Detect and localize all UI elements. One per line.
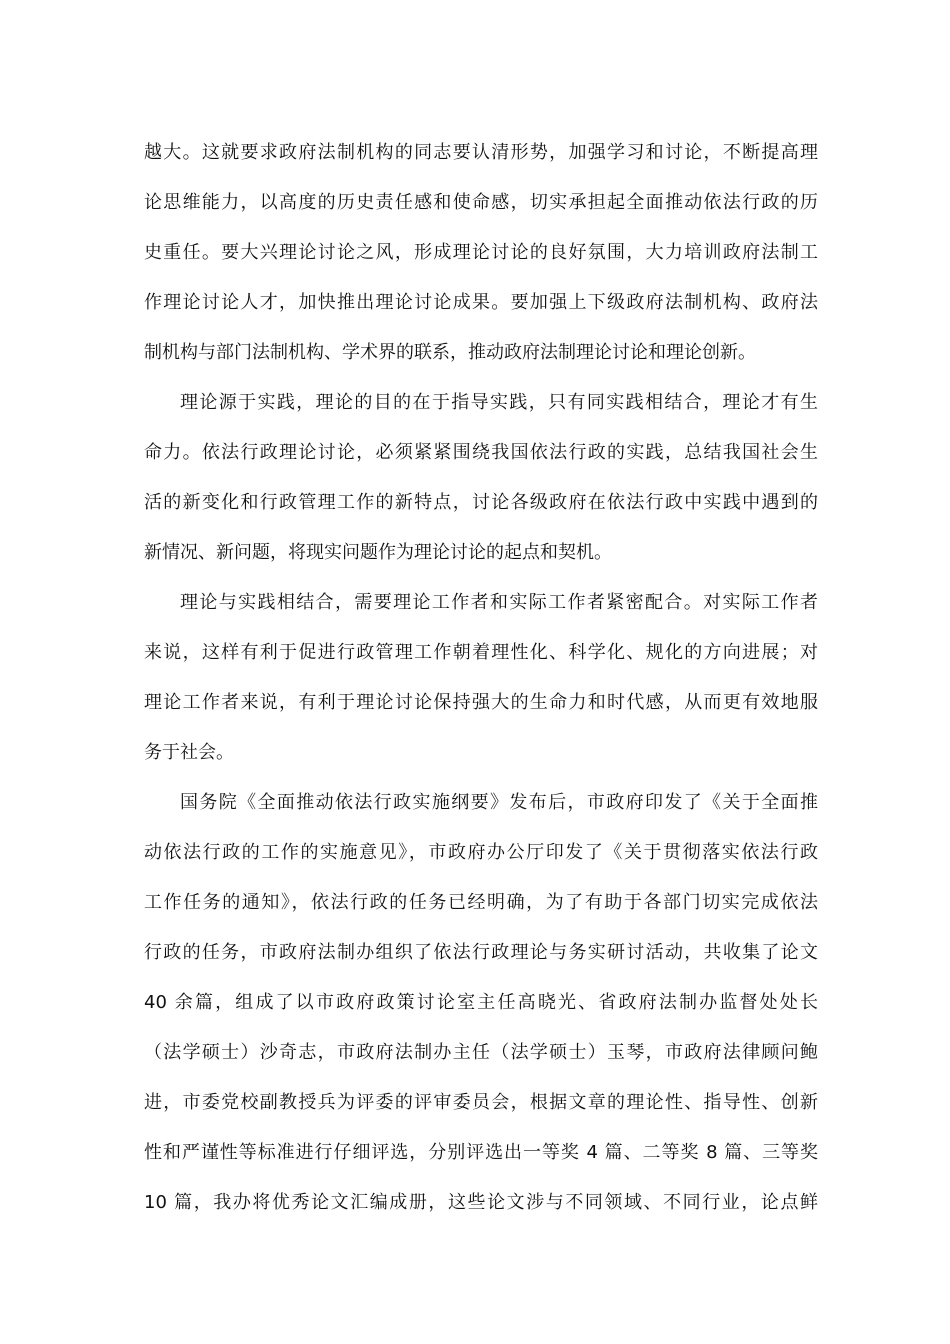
text-line: 工作任务的通知》，依法行政的任务已经明确，为了有助于各部门切实完成依法: [144, 892, 818, 913]
document-page: [144, 128, 818, 1228]
text-line: 命力。依法行政理论讨论，必须紧紧围绕我国依法行政的实践，总结我国社会生: [144, 442, 818, 463]
text-line: 理论源于实践，理论的目的在于指导实践，只有同实践相结合，理论才有生: [180, 392, 818, 413]
text-line: 作理论讨论人才，加快推出理论讨论成果。要加强上下级政府法制机构、政府法: [144, 292, 818, 313]
text-line: 动依法行政的工作的实施意见》，市政府办公厅印发了《关于贯彻落实依法行政: [144, 842, 818, 863]
text-line: 活的新变化和行政管理工作的新特点，讨论各级政府在依法行政中实践中遇到的: [144, 492, 818, 513]
text-line: 史重任。要大兴理论讨论之风，形成理论讨论的良好氛围，大力培训政府法制工: [144, 242, 818, 263]
text-line: 论思维能力，以高度的历史责任感和使命感，切实承担起全面推动依法行政的历: [144, 192, 818, 213]
text-line: 性和严谨性等标准进行仔细评选，分别评选出一等奖 4 篇、二等奖 8 篇、三等奖: [144, 1142, 818, 1163]
text-line: 理论与实践相结合，需要理论工作者和实际工作者紧密配合。对实际工作者: [180, 592, 818, 613]
text-line: 理论工作者来说，有利于理论讨论保持强大的生命力和时代感，从而更有效地服: [144, 692, 818, 713]
paragraph-3: [144, 578, 818, 778]
text-line: 来说，这样有利于促进行政管理工作朝着理性化、科学化、规化的方向进展；对: [144, 642, 818, 663]
text-line: （法学硕士）沙奇志，市政府法制办主任（法学硕士）玉琴，市政府法律顾问鲍: [144, 1042, 818, 1063]
text-line: 新情况、新问题，将现实问题作为理论讨论的起点和契机。: [144, 542, 612, 563]
text-line: 行政的任务，市政府法制办组织了依法行政理论与务实研讨活动，共收集了论文: [144, 942, 818, 963]
text-line: 制机构与部门法制机构、学术界的联系，推动政府法制理论讨论和理论创新。: [144, 342, 756, 363]
paragraph-2: [144, 378, 818, 578]
text-line: 越大。这就要求政府法制机构的同志要认清形势，加强学习和讨论，不断提高理: [144, 142, 818, 163]
text-line: 务于社会。: [144, 742, 234, 763]
text-line: 进，市委党校副教授兵为评委的评审委员会，根据文章的理论性、指导性、创新: [144, 1092, 818, 1113]
text-line: 10 篇，我办将优秀论文汇编成册，这些论文涉与不同领域、不同行业，论点鲜: [144, 1192, 818, 1213]
paragraph-4: [144, 778, 818, 1228]
text-line: 40 余篇，组成了以市政府政策讨论室主任高晓光、省政府法制办监督处处长: [144, 992, 818, 1013]
paragraph-1: [144, 128, 818, 378]
text-line: 国务院《全面推动依法行政实施纲要》发布后，市政府印发了《关于全面推: [180, 792, 818, 813]
